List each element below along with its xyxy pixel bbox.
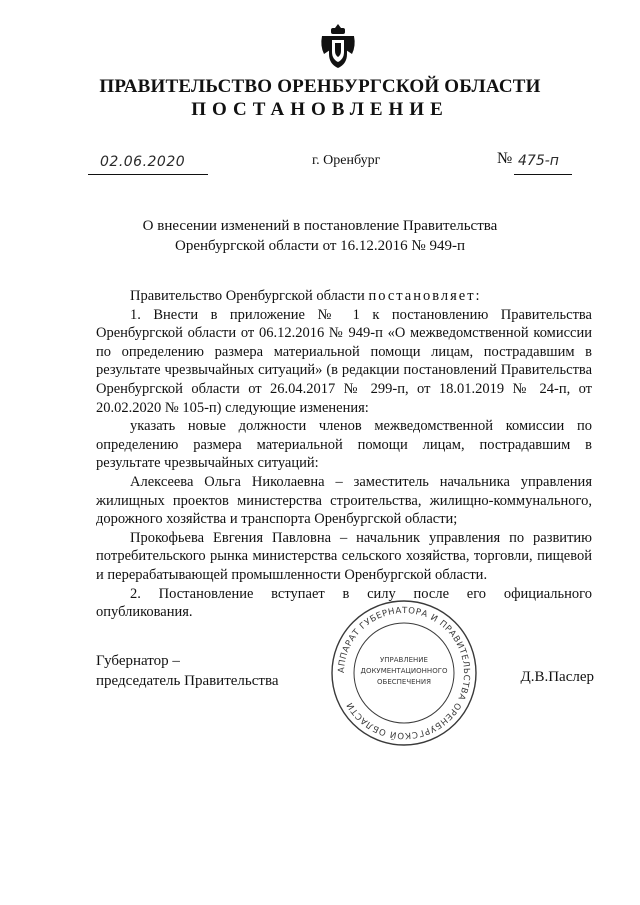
subject-line-1: О внесении изменений в постановление Правительства xyxy=(142,218,498,234)
body-paragraph-2: указать новые должности членов межведомственной комиссии по определению размера материальной помощи лицам, пострадавшим в результате чрезвычайных ситуаций: xyxy=(96,418,592,472)
body-intro xyxy=(96,287,592,306)
coat-of-arms-emblem xyxy=(318,22,358,72)
number-field xyxy=(514,154,572,175)
city-label: г. Оренбург xyxy=(312,153,381,168)
body-paragraph-5: 2. Постановление вступает в силу после его официального опубликования. xyxy=(96,585,592,621)
signer-title-line-1: Губернатор – xyxy=(96,653,180,669)
official-stamp xyxy=(329,598,479,748)
subject-line-2: Оренбургской области от 16.12.2016 № 949-п xyxy=(174,238,466,254)
intro-prefix: Правительство Оренбургской области xyxy=(130,288,369,304)
government-title: ПРАВИТЕЛЬСТВО ОРЕНБУРГСКОЙ ОБЛАСТИ xyxy=(99,76,541,97)
body-paragraph-4: Прокофьева Евгения Павловна – начальник управления по развитию потребительского рынка министерства сельского хозяйства, торговли, пищевой и перерабатывающей промышленности Оренбургской области. xyxy=(96,529,592,583)
signer-title xyxy=(96,651,279,691)
stamp-outer-text: АППАРАТ ГУБЕРНАТОРА И ПРАВИТЕЛЬСТВА ОРЕНБУРГСКОЙ ОБЛАСТИ xyxy=(336,605,472,741)
document-body xyxy=(96,287,592,622)
document-type-heading: ПОСТАНОВЛЕНИЕ xyxy=(191,99,449,120)
handwritten-date: 02.06.2020 xyxy=(100,154,186,170)
handwritten-number: 475-п xyxy=(518,153,559,169)
stamp-inner-line-1: УПРАВЛЕНИЕ xyxy=(380,656,428,664)
stamp-inner-line-3: ОБЕСПЕЧЕНИЯ xyxy=(377,678,431,686)
body-paragraph-3: Алексеева Ольга Николаевна – заместитель начальника управления жилищных проектов министерства строительства, жилищно-коммунального, дорожного хозяйства и транспорта Оренбургской области; xyxy=(96,473,592,528)
date-field xyxy=(88,154,208,175)
signer-name: Д.В.Паслер xyxy=(520,669,594,685)
signer-title-line-2: председатель Правительства xyxy=(96,673,279,689)
document-subject xyxy=(140,216,500,256)
intro-resolves: постановляет: xyxy=(368,288,482,304)
stamp-inner-line-2: ДОКУМЕНТАЦИОННОГО xyxy=(360,667,448,675)
number-label: № xyxy=(497,150,513,167)
body-paragraph-1: 1. Внести в приложение № 1 к постановлению Правительства Оренбургской области от 06.12.2016 № 949-п «О межведомственной комиссии по определению размера материальной помощи лицам, пострадавшим в результате чрезвычайных ситуаций» (в редакции постановлений Правительства Оренбургской области от 26.04.2017 № 299-п, от 18.01.2019 № 24-п, от 20.02.2020 № 105-п) следующие изменения: xyxy=(96,306,592,416)
